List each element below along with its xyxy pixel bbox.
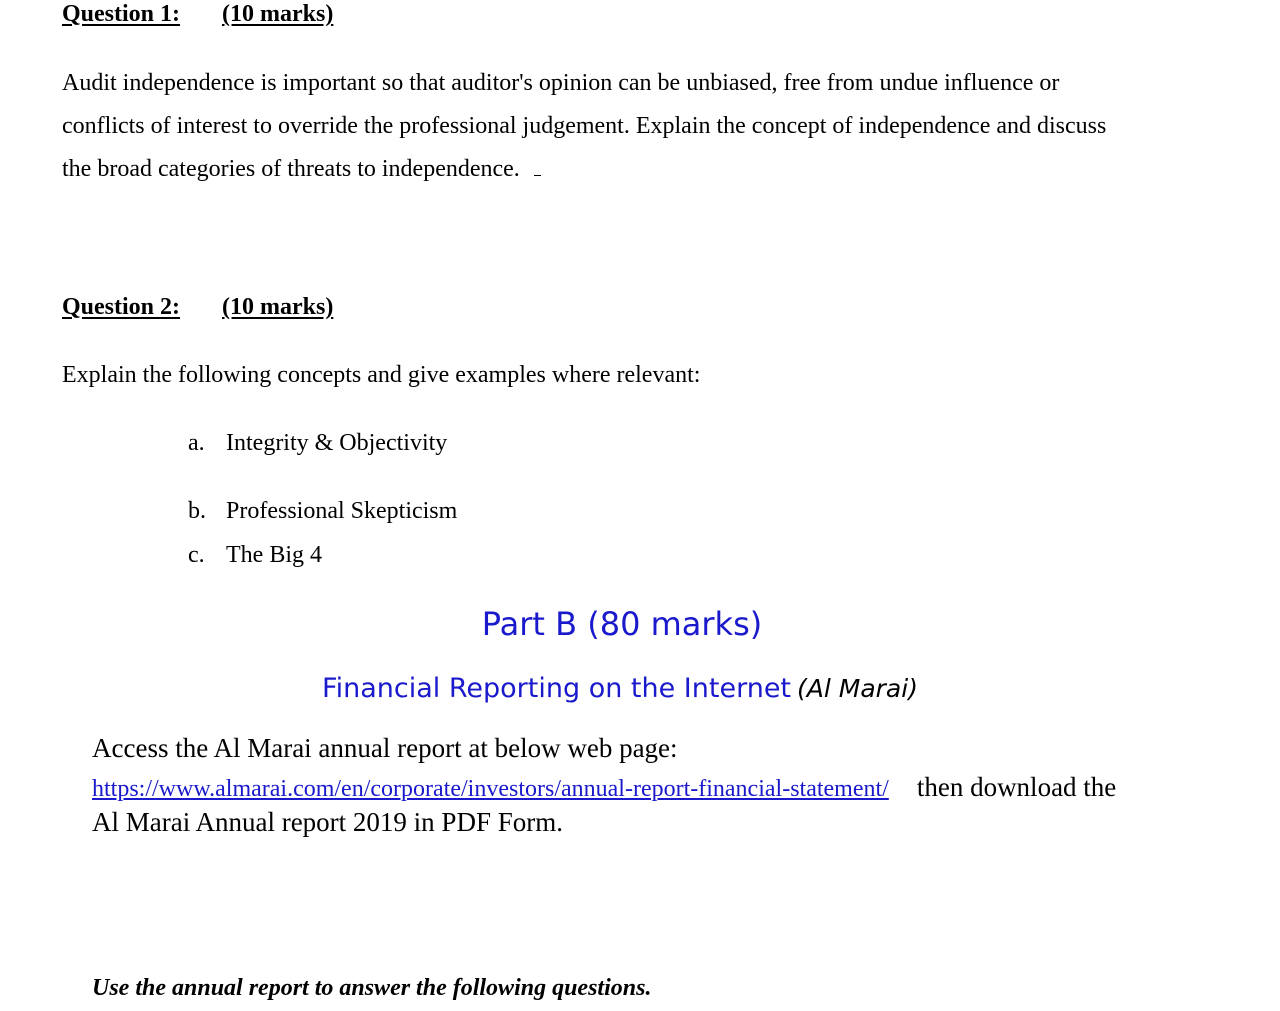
- question-1-heading: [62, 0, 333, 28]
- question-2-heading: [62, 293, 333, 321]
- list-item: [188, 429, 447, 457]
- list-marker: b.: [188, 498, 206, 524]
- question-1-line: the broad categories of threats to independence.: [62, 148, 1178, 191]
- list-marker: a.: [188, 430, 205, 456]
- question-2-intro: Explain the following concepts and give examples where relevant:: [62, 362, 701, 388]
- question-1-line: Audit independence is important so that auditor's opinion can be unbiased, free from undue influence or: [62, 70, 1060, 96]
- question-1-marks: (10 marks): [222, 1, 334, 27]
- instruction-text: Use the annual report to answer the following questions.: [92, 975, 652, 1001]
- annual-report-link[interactable]: https://www.almarai.com/en/corporate/investors/annual-report-financial-statement/: [92, 776, 889, 802]
- list-item-text: The Big 4: [226, 542, 322, 568]
- question-1-label: Question 1:: [62, 1, 181, 27]
- question-1-text: [62, 62, 1178, 191]
- question-2-marks: (10 marks): [222, 294, 334, 320]
- text-cursor-mark: [534, 153, 541, 176]
- download-line: Al Marai Annual report 2019 in PDF Form.: [92, 807, 563, 837]
- list-item-text: Professional Skepticism: [226, 498, 458, 524]
- part-b-subtitle-main: Financial Reporting on the Internet: [322, 673, 792, 704]
- list-item: [188, 541, 322, 569]
- after-url-text: then download the: [916, 772, 1117, 802]
- question-1-line: conflicts of interest to override the professional judgement. Explain the concept of independence and discuss: [62, 113, 1107, 139]
- list-item-text: Integrity & Objectivity: [226, 430, 448, 456]
- list-marker: c.: [188, 542, 205, 568]
- part-b-subtitle: [0, 672, 1240, 706]
- part-b-title: Part B (80 marks): [481, 605, 763, 643]
- part-b-subtitle-company: (Al Marai): [797, 674, 918, 703]
- access-text: Access the Al Marai annual report at below web page:: [92, 733, 678, 763]
- list-item: [188, 497, 457, 525]
- question-2-label: Question 2:: [62, 294, 181, 320]
- url-line: [92, 771, 1116, 805]
